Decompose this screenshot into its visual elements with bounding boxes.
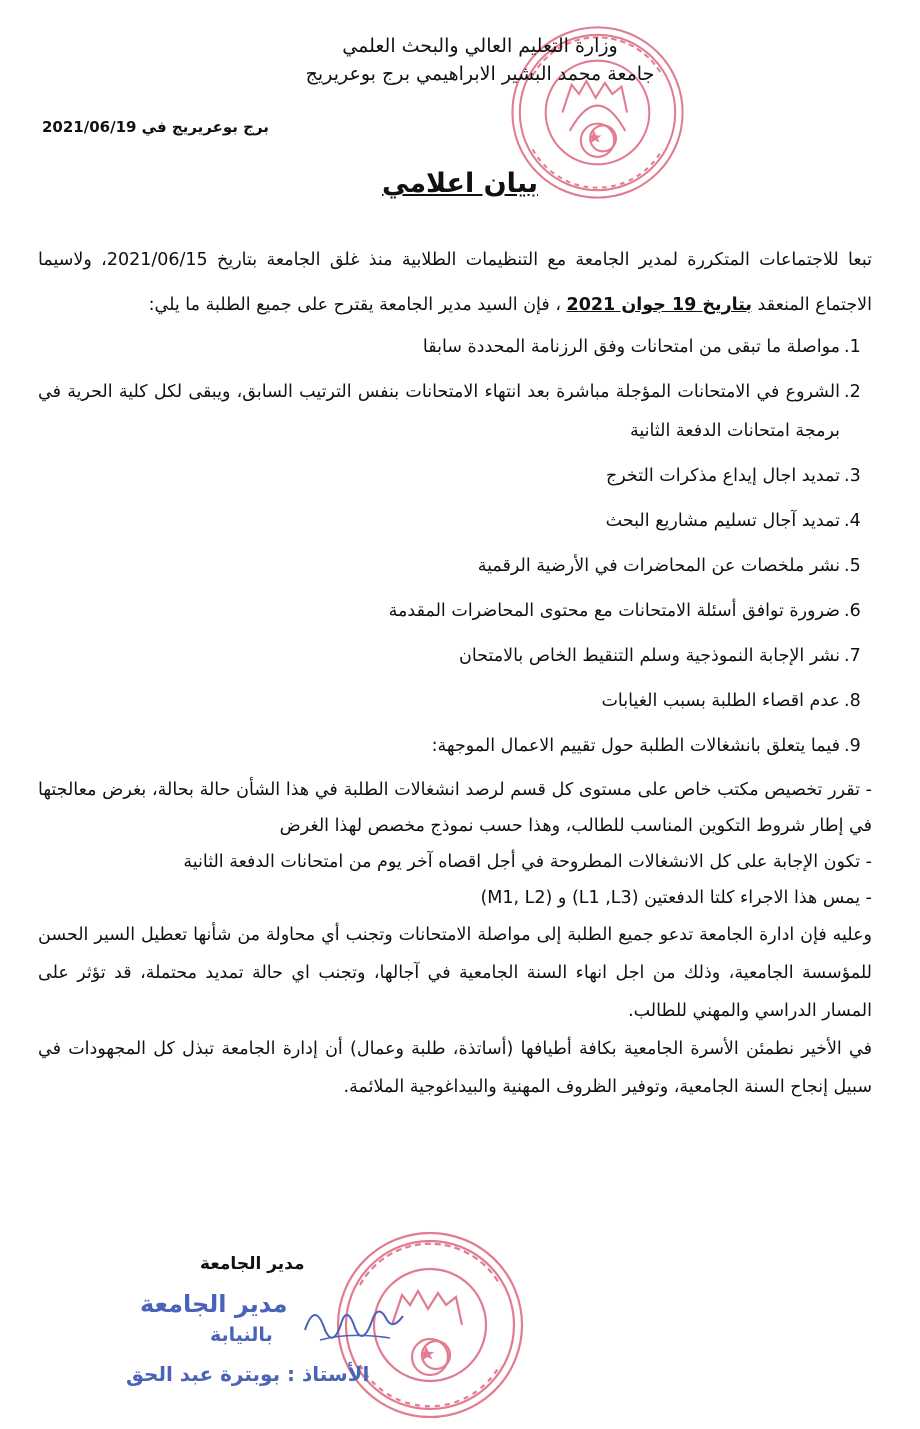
closing-paragraph: وعليه فإن ادارة الجامعة تدعو جميع الطلبة إلى مواصلة الامتحانات وتجنب أي محاولة من شأنها تعطيل السير الحسن للمؤسسة الجامعية، وذلك من اجل انهاء السنة الجامعية في آجالها، وتجنب اي حالة تمديد محتملة، قد تؤثر على المسار الدراسي والمهني للطالب. [38, 925, 872, 1021]
item-text: نشر الإجابة النموذجية وسلم التنقيط الخاص بالامتحان [458, 646, 840, 666]
date-line: برج بوعريريج في 2021/06/19 [42, 118, 269, 136]
sub-item: - تقرر تخصيص مكتب خاص على مستوى كل قسم لرصد انشغالات الطلبة في هذا الشأن حالة بحالة، بغرض معالجتها في إطار شروط التكوين المناسب للطالب، وهذا حسب نموذج مخصص لهذا الغرض [38, 780, 872, 836]
document-body [38, 238, 872, 1106]
signatory-title: مدير الجامعة [200, 1254, 305, 1274]
document-title: بيان اعلامي [382, 168, 538, 199]
letterhead [270, 32, 690, 88]
item-number: 7. [844, 646, 861, 666]
intro-text-before: تبعا للاجتماعات المتكررة لمدير الجامعة مع التنظيمات الطلابية منذ غلق الجامعة بتاريخ 2021/06/15، ولاسيما الاجتماع المنعقد [38, 250, 872, 315]
list-item [38, 682, 872, 721]
item-text: الشروع في الامتحانات المؤجلة مباشرة بعد انتهاء الامتحانات بنفس الترتيب السابق، ويبقى لكل كلية الحرية في برمجة امتحانات الدفعة الثانية [38, 382, 840, 441]
item-text: مواصلة ما تبقى من امتحانات وفق الرزنامة المحددة سابقا [422, 337, 840, 357]
stamp-line-delegate: بالنيابة [210, 1324, 273, 1346]
item-number: 1. [844, 337, 861, 357]
stamp-line-title: مدير الجامعة [140, 1290, 288, 1318]
intro-text-after: ، فإن السيد مدير الجامعة يقترح على جميع الطلبة ما يلي: [148, 295, 567, 315]
list-item [38, 637, 872, 676]
sub-item: - يمس هذا الاجراء كلتا الدفعتين (L1 ,L3) و (M1, L2) [480, 888, 872, 908]
item-number: 2. [844, 382, 861, 402]
intro-highlight-date: بتاريخ 19 جوان 2021 [566, 295, 752, 315]
list-item [38, 592, 872, 631]
item-text: عدم اقصاء الطلبة بسبب الغيابات [601, 691, 840, 711]
stamp-line-name: الأستاذ : بوبترة عبد الحق [126, 1362, 370, 1386]
ministry-name: وزارة التعليم العالي والبحث العلمي [342, 35, 618, 57]
item-number: 9. [844, 736, 861, 756]
item-number: 3. [844, 466, 861, 486]
list-item [38, 502, 872, 541]
item-number: 5. [844, 556, 861, 576]
item-text: تمديد آجال تسليم مشاريع البحث [605, 511, 840, 531]
university-name: جامعة محمد البشير الابراهيمي برج بوعريريج [305, 63, 655, 85]
item-text: فيما يتعلق بانشغالات الطلبة حول تقييم الاعمال الموجهة: [431, 736, 840, 756]
sub-item: - تكون الإجابة على كل الانشغالات المطروحة في أجل اقصاه آخر يوم من امتحانات الدفعة الثانية [183, 852, 872, 872]
measures-list [38, 328, 872, 766]
list-item [38, 457, 872, 496]
list-item [38, 328, 872, 367]
closing-paragraph: في الأخير نطمئن الأسرة الجامعية بكافة أطيافها (أساتذة، طلبة وعمال) أن إدارة الجامعة تبذل كل المجهودات في سبيل إنجاح السنة الجامعية، وتوفير الظروف المهنية والبيداغوجية الملائمة. [38, 1039, 872, 1097]
item-text: نشر ملخصات عن المحاضرات في الأرضية الرقمية [477, 556, 840, 576]
list-item [38, 547, 872, 586]
item-number: 4. [844, 511, 861, 531]
list-item [38, 727, 872, 766]
item-number: 8. [844, 691, 861, 711]
handwritten-signature [300, 1290, 410, 1350]
item-number: 6. [844, 601, 861, 621]
item-text: ضرورة توافق أسئلة الامتحانات مع محتوى المحاضرات المقدمة [388, 601, 840, 621]
intro-paragraph [38, 238, 872, 328]
list-item [38, 373, 872, 451]
item-text: تمديد اجال إيداع مذكرات التخرج [605, 466, 840, 486]
